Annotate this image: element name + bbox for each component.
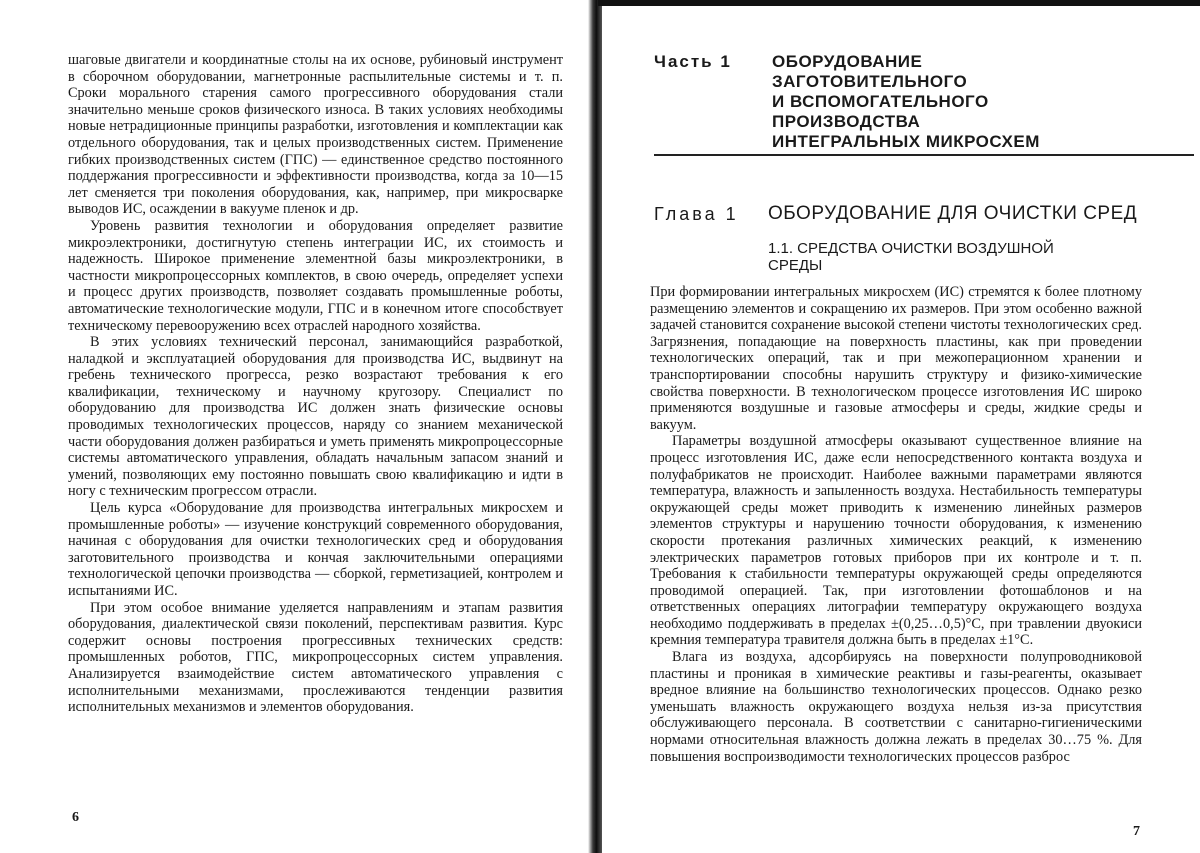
heading-divider	[654, 154, 1194, 156]
left-paragraph-1: шаговые двигатели и координатные столы на их основе, рубиновый инструмент в сборочном оборудовании, магнетронные распылительные системы и т. п. Сроки морального старения самого прогрессивного оборудования стали значительно меньше сроков физического износа. В таких условиях необходимы новые нетрадиционные принципы разработки, изготовления и комплектации как отдельного оборудования, так и целых производственных систем. Применение гибких производственных систем (ГПС) — единственное средство постоянного поддержания прогрессивности и эффективности производства, когда за 10—15 лет сменяется три поколения оборудования, как, например, при микросварке выводов ИС, осаждении в вакууме пленок и др.	[68, 52, 563, 218]
part-title-line-2: ЗАГОТОВИТЕЛЬНОГО	[772, 72, 968, 91]
right-paragraph-2: Параметры воздушной атмосферы оказывают существенное влияние на процесс изготовления ИС, даже если непосредственного контакта воздуха и полуфабрикатов не происходит. Наиболее важными параметрами являются температура, влажность и запыленность воздуха. Нестабильность температуры окружающей среды может приводить к изменению линейных размеров элементов структуры и нарушению точности оборудования, к изменению скорости протекания различных химических реакций, к изменению электрических параметров готовых приборов при их контроле и т. п. Требования к стабильности температуры окружающей среды определяются проводимой операцией. Так, при изготовлении фотошаблонов и на ответственных операциях литографии температуру окружающего воздуха необходимо поддерживать в пределах ±(0,25…0,5)°С, при травлении двуокиси кремния температура травителя должна быть в пределах ±1°С.	[650, 433, 1142, 649]
right-paragraph-1: При формировании интегральных микросхем (ИС) стремятся к более плотному размещению элементов и сокращению их размеров. При этом особенно важной задачей становится сохранение высокой степени чистоты технологических сред. Загрязнения, попадающие на поверхность пластины, как при проведении технологических операций, так и при межоперационном хранении и транспортировании способны нарушить структуру и физико-химические свойства поверхности. В технологическом процессе изготовления ИС широко применяются воздушные и газовые атмосферы и среды, жидкие среды и вакуум.	[650, 284, 1142, 433]
section-title: 1.1. СРЕДСТВА ОЧИСТКИ ВОЗДУШНОЙ СРЕДЫ	[768, 240, 1054, 274]
part-title	[772, 52, 1072, 152]
left-paragraph-2: Уровень развития технологии и оборудования определяет развитие микроэлектроники, достигнутую степень интеграции ИС, их стоимость и надежность. Широкое применение элементной базы микроэлектроники, в частности микропроцессорных комплектов, в свою очередь, определяет успехи и процесс других производств, позволяет создавать промышленные роботы, автоматические технологические модули, ГПС и в конечном итоге способствует техническому перевооружению всех отраслей народного хозяйства.	[68, 217, 563, 334]
right-paragraph-3: Влага из воздуха, адсорбируясь на поверхности полупроводниковой пластины и проникая в химические реактивы и газы-реагенты, оказывает вредное влияние на большинство технологических процессов. Однако резко уменьшать влажность окружающего воздуха нельзя из-за присутствия обслуживающего персонала. В соответствии с санитарно-гигиеническими нормами относительная влажность должна лежать в пределах 30…75 %. Для повышения воспроизводимости технологических процессов разброс	[650, 649, 1142, 765]
chapter-title: ОБОРУДОВАНИЕ ДЛЯ ОЧИСТКИ СРЕД	[768, 203, 1138, 224]
part-title-line-4: ПРОИЗВОДСТВА	[772, 112, 921, 131]
part-title-line-3: И ВСПОМОГАТЕЛЬНОГО	[772, 92, 989, 111]
left-paragraph-3: В этих условиях технический персонал, занимающийся разработкой, наладкой и эксплуатацией оборудования для производства ИС, выдвинут на гребень технического прогресса, резко возрастают требования к его квалификации, техническому и научному кругозору. Специалист по оборудованию для производства ИС должен знать физические основы проводимых технологических процессов, наряду со знанием механической части оборудования должен разбираться и уметь применять микропроцессорные системы автоматического управления, обладать начальным запасом знаний и умений, позволяющих ему постоянно повышать свою квалификацию и идти в ногу с техническим прогрессом отрасли.	[68, 334, 563, 500]
left-page-number: 6	[72, 810, 79, 825]
book-gutter	[588, 0, 602, 853]
part-title-line-5: ИНТЕГРАЛЬНЫХ МИКРОСХЕМ	[772, 132, 1040, 151]
left-paragraph-5: При этом особое внимание уделяется направлениям и этапам развития оборудования, диалектической связи поколений, перспективам развития. Курс содержит основы построения прогрессивных технических средств: промышленных роботов, ГПС, микропроцессорных систем управления. Анализируется взаимодействие систем автоматического управления с исполнительными механизмами, прослеживаются тенденции развития исполнительных механизмов и элементов оборудования.	[68, 599, 563, 716]
right-page-number: 7	[1133, 824, 1140, 839]
part-label: Часть 1	[654, 52, 732, 71]
left-page	[0, 0, 592, 853]
right-text-column	[650, 284, 1142, 765]
part-title-line-1: ОБОРУДОВАНИЕ	[772, 52, 923, 71]
left-text-column	[68, 52, 563, 716]
left-paragraph-4: Цель курса «Оборудование для производства интегральных микросхем и промышленные роботы» — изучение конструкций современного оборудования, начиная с оборудования для очистки технологических сред и оборудования заготовительного производства и кончая заключительными операциями технологической цепочки производства — сборкой, герметизацией, контролем и испытаниями ИС.	[68, 500, 563, 599]
right-page	[602, 6, 1200, 853]
chapter-label: Глава 1	[654, 204, 739, 224]
